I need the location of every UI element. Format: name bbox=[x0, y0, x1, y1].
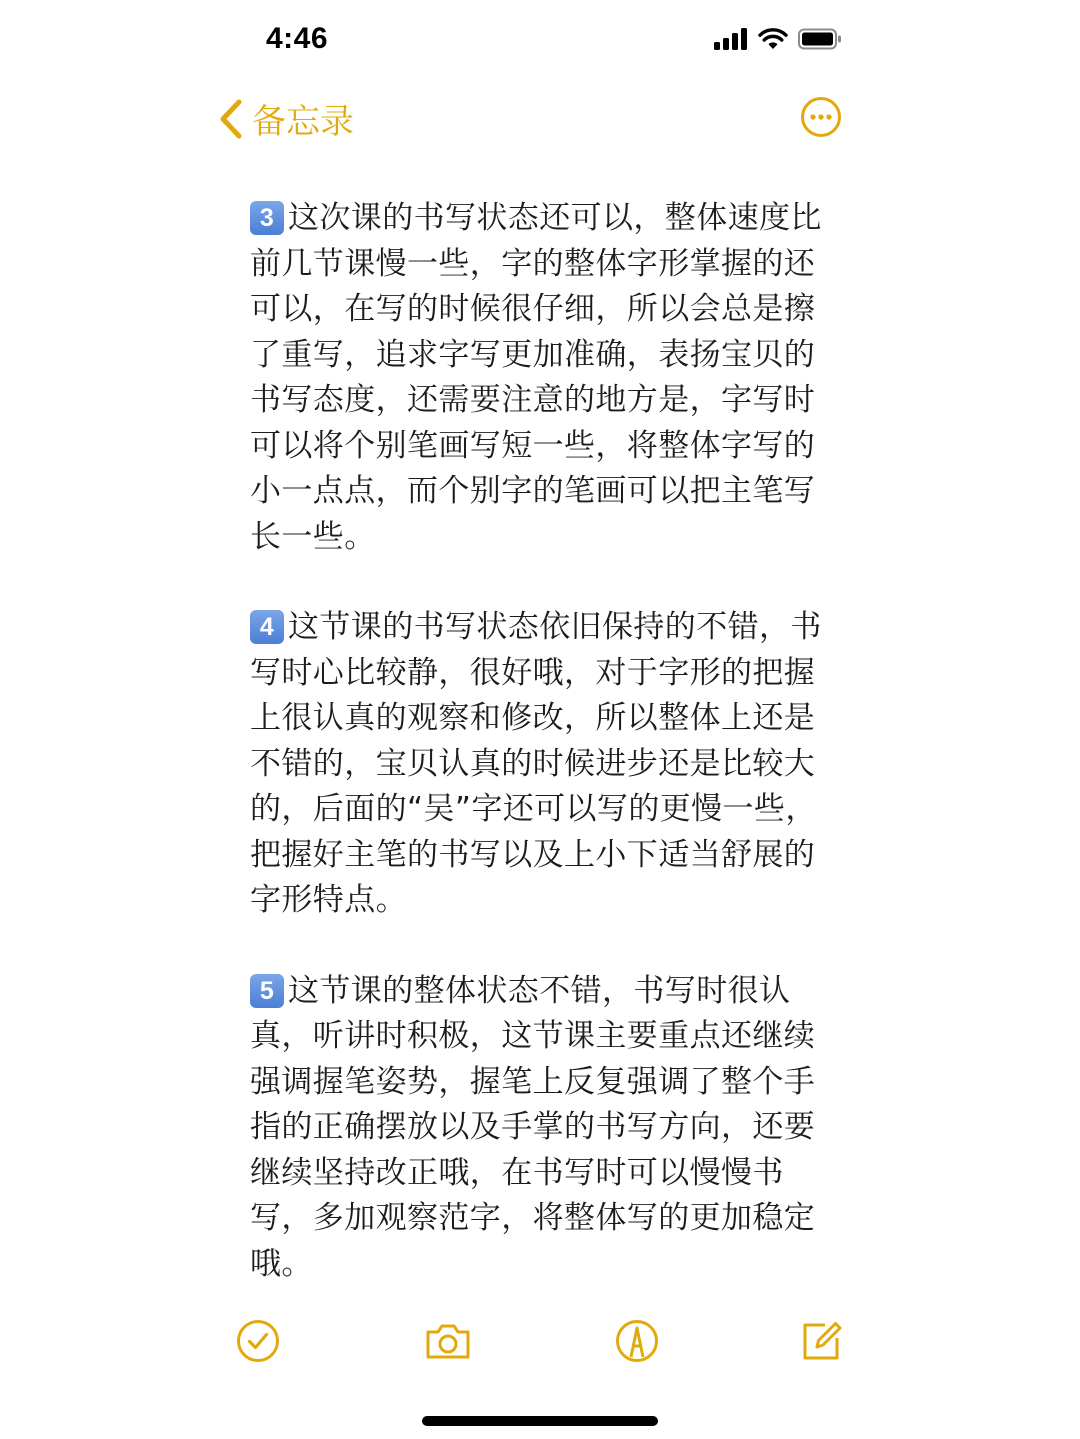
paragraph-text: 这次课的书写状态还可以，整体速度比前几节课慢一些，字的整体字形掌握的还可以，在写的时候很仔细，所以会总是擦了重写，追求字写更加准确，表扬宝贝的书写态度，还需要注意的地方是，字写时可以将个别笔画写短一些，将整体字写的小一点点，而个别字的笔画可以把主笔写长一些。 bbox=[250, 200, 822, 555]
cellular-signal-icon bbox=[714, 28, 748, 50]
note-body[interactable] bbox=[250, 196, 835, 1332]
keycap-number-icon: 5 bbox=[250, 974, 284, 1008]
checklist-icon[interactable] bbox=[235, 1318, 281, 1364]
note-paragraph bbox=[250, 969, 835, 1288]
camera-icon[interactable] bbox=[423, 1318, 473, 1364]
keycap-number-icon: 3 bbox=[250, 201, 284, 235]
chevron-left-icon bbox=[218, 99, 244, 139]
compose-icon[interactable] bbox=[799, 1318, 845, 1364]
back-label: 备忘录 bbox=[252, 102, 354, 142]
more-options-icon[interactable] bbox=[800, 96, 842, 138]
paragraph-text: 这节课的整体状态不错，书写时很认真，听讲时积极，这节课主要重点还继续强调握笔姿势，握笔上反复强调了整个手指的正确摆放以及手掌的书写方向，还要继续坚持改正哦，在书写时可以慢慢书写，多加观察范字，将整体写的更加稳定哦。 bbox=[250, 972, 816, 1282]
bottom-toolbar bbox=[0, 1318, 1080, 1372]
wifi-icon bbox=[758, 28, 788, 50]
status-bar bbox=[0, 0, 1080, 80]
nav-bar bbox=[0, 84, 1080, 148]
keycap-number-icon: 4 bbox=[250, 610, 284, 644]
back-button[interactable] bbox=[218, 94, 354, 143]
paragraph-text: 这节课的书写状态依旧保持的不错，书写时心比较静，很好哦，对于字形的把握上很认真的观察和修改，所以整体上还是不错的，宝贝认真的时候进步还是比较大的，后面的“吴”字还可以写的更慢一些，把握好主笔的书写以及上小下适当舒展的字形特点。 bbox=[250, 609, 822, 918]
status-icons bbox=[714, 28, 842, 50]
markup-pen-icon[interactable] bbox=[614, 1318, 660, 1364]
status-time: 4:46 bbox=[266, 22, 329, 55]
battery-icon bbox=[798, 28, 842, 50]
home-indicator[interactable] bbox=[422, 1416, 658, 1426]
note-paragraph bbox=[250, 196, 835, 560]
note-paragraph bbox=[250, 605, 835, 924]
